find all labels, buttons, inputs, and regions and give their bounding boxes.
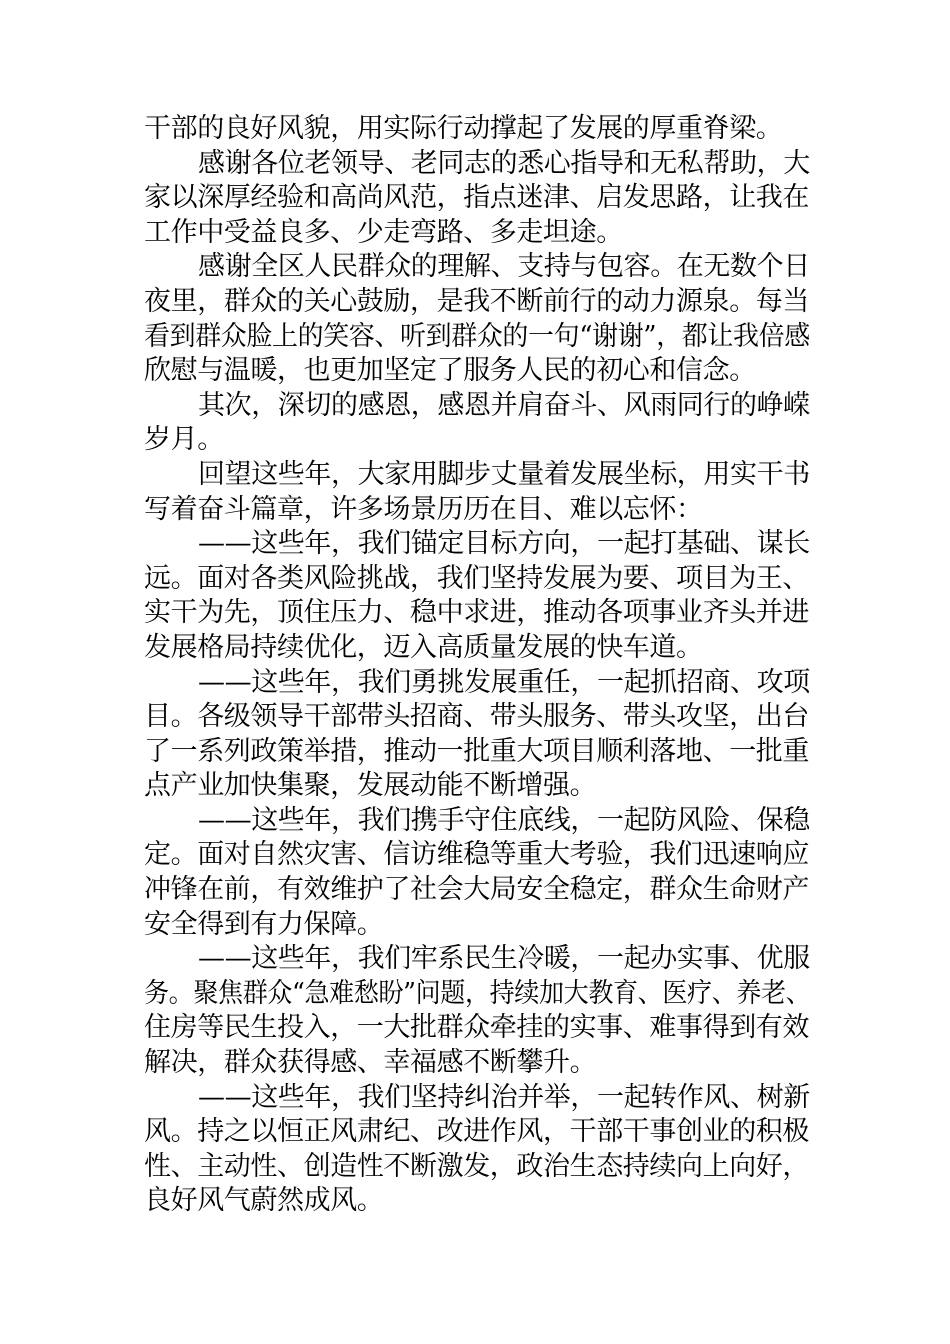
text-line: 发展格局持续优化，迈入高质量发展的快车道。 (144, 631, 703, 663)
text-line: 家以深厚经验和高尚风范，指点迷津、启发思路，让我在 (144, 182, 809, 214)
text-line: ——这些年，我们牢系民生冷暖，一起办实事、优服 (198, 943, 810, 975)
text-line: 欣慰与温暖，也更加坚定了服务人民的初心和信念。 (144, 355, 756, 387)
text-line: 务。聚焦群众“急难愁盼”问题，持续加大教育、医疗、养老、 (144, 977, 811, 1009)
text-line: 实干为先，顶住压力、稳中求进，推动各项事业齐头并进 (144, 597, 809, 629)
text-line: 其次，深切的感恩，感恩并肩奋斗、风雨同行的峥嵘 (198, 389, 810, 421)
text-line: ——这些年，我们勇挑发展重任，一起抓招商、攻项 (198, 666, 810, 698)
text-line: 回望这些年，大家用脚步丈量着发展坐标，用实干书 (198, 458, 810, 490)
text-line: 解决，群众获得感、幸福感不断攀升。 (144, 1047, 597, 1079)
text-line: 良好风气蔚然成风。 (144, 1185, 384, 1217)
text-line: 风。持之以恒正风肃纪、改进作风，干部干事创业的积极 (144, 1116, 809, 1148)
text-line: 感谢全区人民群众的理解、支持与包容。在无数个日 (198, 251, 810, 283)
text-line: 看到群众脸上的笑容、听到群众的一句“谢谢”，都让我倍感 (144, 320, 810, 352)
text-line: 夜里，群众的关心鼓励，是我不断前行的动力源泉。每当 (144, 285, 809, 317)
text-line: 干部的良好风貌，用实际行动撑起了发展的厚重脊梁。 (144, 113, 783, 144)
text-line: 写着奋斗篇章，许多场景历历在目、难以忘怀： (144, 493, 703, 525)
text-line: 目。各级领导干部带头招商、带头服务、带头攻坚，出台 (144, 701, 809, 733)
text-line: 感谢各位老领导、老同志的悉心指导和无私帮助，大 (198, 147, 810, 179)
text-line: 点产业加快集聚，发展动能不断增强。 (144, 770, 597, 802)
text-line: 岁月。 (144, 424, 224, 456)
body-text (144, 112, 810, 1219)
text-line: 性、主动性、创造性不断激发，政治生态持续向上向好， (144, 1150, 809, 1182)
text-line: 定。面对自然灾害、信访维稳等重大考验，我们迅速响应 (144, 839, 809, 871)
text-line: 工作中受益良多、少走弯路、多走坦途。 (144, 216, 623, 248)
text-line: ——这些年，我们坚持纠治并举，一起转作风、树新 (198, 1081, 810, 1113)
text-line: 冲锋在前，有效维护了社会大局安全稳定，群众生命财产 (144, 874, 809, 906)
text-line: ——这些年，我们锚定目标方向，一起打基础、谋长 (198, 528, 810, 560)
text-line: 住房等民生投入，一大批群众牵挂的实事、难事得到有效 (144, 1012, 809, 1044)
text-line: 了一系列政策举措，推动一批重大项目顺利落地、一批重 (144, 735, 809, 767)
text-line: ——这些年，我们携手守住底线，一起防风险、保稳 (198, 804, 810, 836)
text-line: 安全得到有力保障。 (144, 908, 384, 940)
text-line: 远。面对各类风险挑战，我们坚持发展为要、项目为王、 (144, 562, 809, 594)
